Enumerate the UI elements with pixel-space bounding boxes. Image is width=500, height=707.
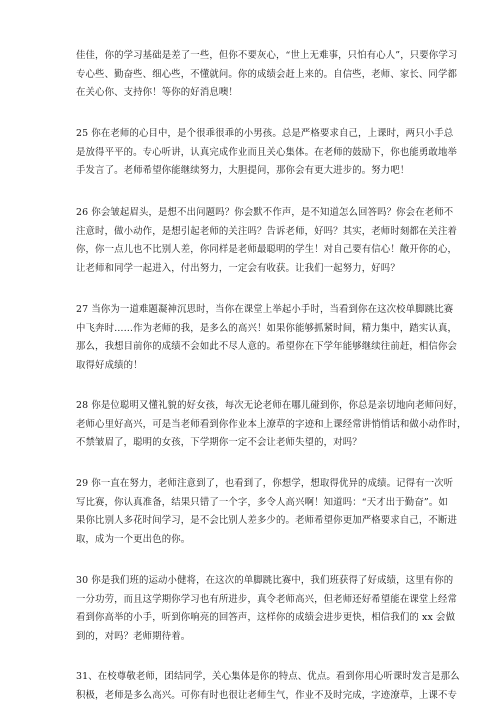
paragraph-31	[76, 668, 460, 705]
text-line: 注意时，做小动作，是想引起老师的关注吗？告诉老师，好吗？其实，老师时刻都在关注着	[76, 225, 458, 237]
text-line: 29 你一直在努力，老师注意到了，也看到了，你想学，想取得优异的成绩。记得有一次听	[76, 478, 454, 489]
text-line: 25 你在老师的心目中，是个很乖很乖的小男孩。总是严格要求自己，上课时，两只小手总	[76, 128, 454, 139]
text-line: 28 你是位聪明又懂礼貌的好女孩，每次无论老师在哪儿碰到你，你总是亲切地向老师问好，	[76, 400, 463, 411]
text-line: 不禁皱眉了，聪明的女孩，下学期你一定不会让老师失望的，对吗？	[76, 437, 362, 449]
text-line: 中飞奔时……作为老师的我，是多么的高兴！如果你能够抓紧时间，精力集中，踏实认真，	[76, 322, 458, 334]
text-line: 一分功劳，而且这学期你学习也有所进步，真令老师高兴，但老师还好希望能在课堂上经常	[76, 593, 458, 605]
text-line: 你，你一点儿也不比别人差，你同样是老师最聪明的学生！对自己要有信心！敞开你的心，	[76, 244, 458, 256]
paragraph-30	[76, 572, 458, 646]
text-line: 积极，老师是多么高兴。可你有时也很让老师生气，作业不及时完成，字迹潦草，上课不专	[76, 689, 458, 701]
text-line: 佳佳，你的学习基础是差了一些，但你不要灰心，“世上无难事，只怕有心人”，只要你学习	[76, 50, 458, 61]
text-line: 看到你高举的小手，听到你响亮的回答声，这样你的成绩会进步更快，相信我们的 xx 会做	[76, 612, 456, 624]
text-line: 到的，对吗？老师期待着。	[76, 630, 191, 642]
paragraph-27	[76, 301, 458, 375]
text-line: 写比赛，你认真准备，结果只错了一个字，多令人高兴啊！知道吗：“天才出于勤奋”。如	[76, 496, 448, 508]
text-line: 31、在校尊敬老师，团结同学，关心集体是你的特点、优点。看到你用心听课时发言是那么	[76, 671, 460, 682]
paragraph-28	[76, 397, 467, 453]
text-line: 老师心里好高兴，可是当老师看到你作业本上潦草的字迹和上课经常讲悄悄话和做小动作时，	[76, 418, 467, 430]
text-line: 27 当你为一道难题凝神沉思时，当你在课堂上举起小手时，当看到你在这次校单脚跳比赛	[76, 304, 454, 315]
text-line: 在关心你、支持你！等你的好消息噢！	[76, 87, 238, 99]
text-line: 专心些、勤奋些、细心些，不懂就问。你的成绩会赶上来的。自信些，老师、家长、同学都	[76, 68, 458, 80]
text-line: 26 你会皱起眉头，是想不出问题吗？你会默不作声，是不知道怎么回答吗？你会在老师不	[76, 207, 454, 218]
text-line: 果你比别人多花时间学习，是不会比别人差多少的。老师希望你更加严格要求自己，不断进	[76, 515, 458, 527]
text-line: 那么，我想目前你的成绩不会如此不尽人意的。希望你在下学年能够继续往前赶，相信你会	[76, 341, 458, 353]
text-line: 让老师和同学一起进入，付出努力，一定会有收获。让我们一起努力，好吗？	[76, 262, 400, 274]
text-line: 手发言了。老师希望你能继续努力，大胆提问，那你会有更大进步的。努力吧！	[76, 165, 410, 177]
paragraph-26	[76, 204, 458, 278]
paragraph-25	[76, 125, 458, 181]
text-line: 取，成为一个更出色的你。	[76, 533, 191, 545]
paragraph-29	[76, 475, 458, 549]
text-line: 取得好成绩的！	[76, 359, 143, 371]
text-line: 30 你是我们班的运动小健将，在这次的单脚跳比赛中，我们班获得了好成绩，这里有你的	[76, 575, 454, 586]
text-line: 是放得平平的。专心听讲，认真完成作业而且关心集体。在老师的鼓励下，你也能勇敢地举	[76, 146, 458, 158]
paragraph-24-continued	[76, 47, 458, 103]
